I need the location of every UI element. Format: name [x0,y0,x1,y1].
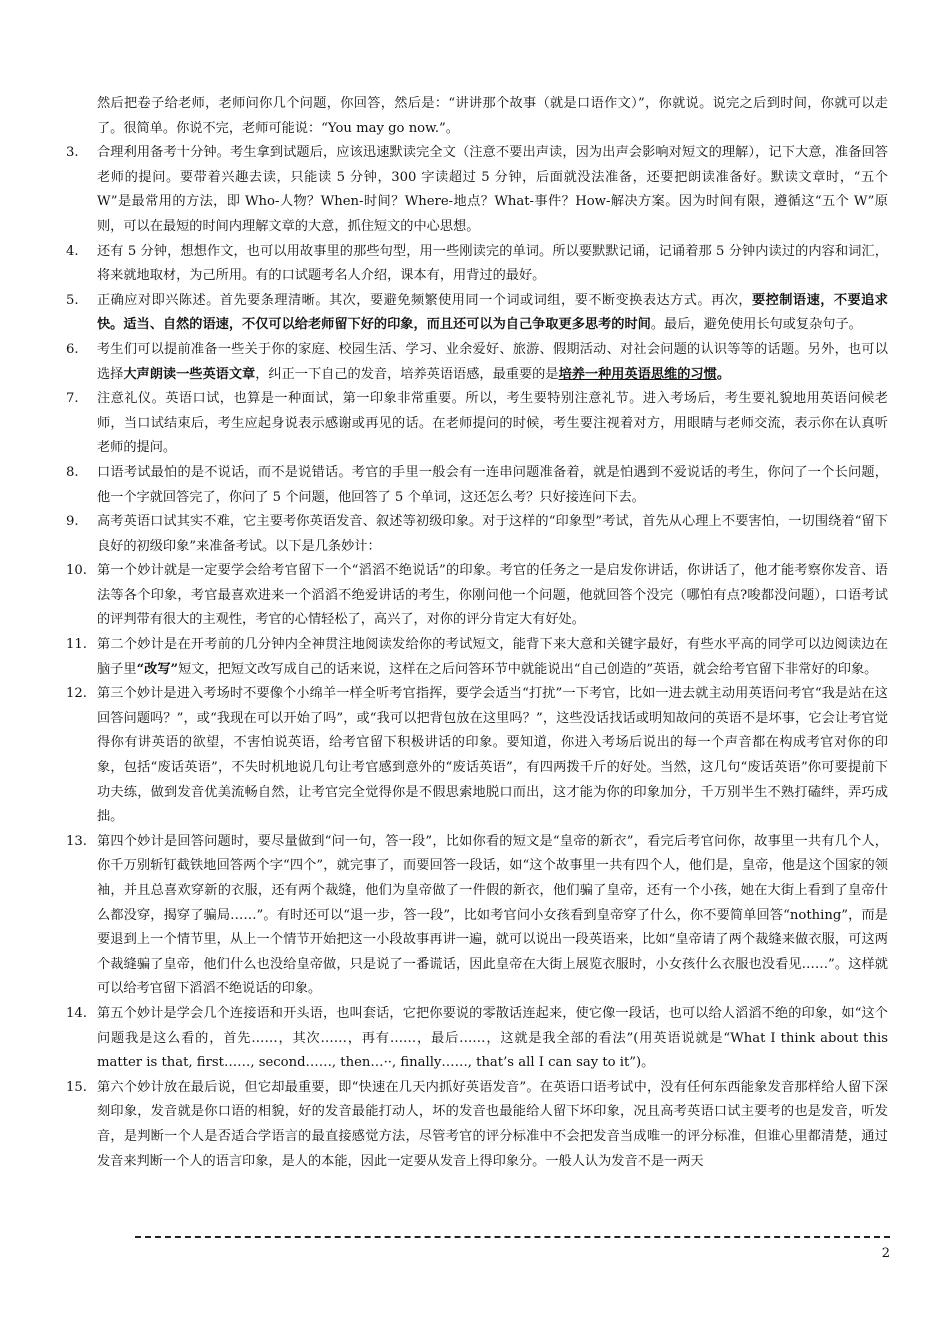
text-segment: 。最后，避免使用长句或复杂句子。 [650,317,862,333]
text-segment: 第六个妙计放在最后说，但它却最重要，即“快速在几天内抓好英语发音”。在英语口语考试中，没有任何东西能象发音那样给人留下深刻印象，发音就是你口语的相貌，好的发音最能打动人，坏的发音也最能给人留下坏印象，况且高考英语口试主要考的也是发音，听发音，是判断一个人是否适合学语言的最直接感觉方法，尽管考官的评分标准中不会把发音当成唯一的评分标准，但谁心里都清楚，通过发音来判断一个人的语言印象，是人的本能，因此一定要从发音上得印象分。一般人认为发音不是一两天 [97,1079,888,1169]
list-item-number: 8. [66,464,79,480]
list-item-number: 15. [66,1079,87,1095]
list-item [66,682,888,830]
list-item-number: 7. [66,391,79,407]
list-item [66,830,888,1002]
text-segment: 注意礼仪。英语口试，也算是一种面试，第一印象非常重要。所以，考生要特别注意礼节。进入考场后，考生要礼貌地用英语问候老师，当口试结束后，考生应起身说表示感谢或再见的话。在老师提问的时候，考生要注视着对方，用眼睛与老师交流，表示你在认真听老师的提问。 [97,391,888,456]
list-item [66,1076,888,1174]
text-segment: ，纠正一下自己的发音，培养英语语感，最重要的是 [255,366,559,382]
emphasized-text: 培养一种用英语思维的习惯 [558,366,717,382]
emphasized-text: “改写” [136,661,179,677]
text-segment: 短文，把短文改写成自己的话来说，这样在之后问答环节中就能说出“自己创造的”英语，就会给考官留下非常好的印象。 [178,661,878,677]
list-item-text [97,387,888,461]
list-item-number: 10. [66,563,87,579]
list-item-number: 6. [66,341,79,357]
emphasized-text: 。 [716,366,730,382]
list-item-number: 12. [66,686,87,702]
list-item [66,289,888,338]
text-segment: 第五个妙计是学会几个连接语和开头语，也叫套话，它把你要说的零散话连起来，使它像一段话，也可以给人滔滔不绝的印象，如“这个问题我是这么看的，首先……，其次……，再有……，最后……，这就是我全部的看法”(用英语说就是“What I think about this matter is that, first……, second……, then…··, finally……, that’s all I can say to it”)。 [97,1005,888,1071]
text-segment: 高考英语口试其实不难，它主要考你英语发音、叙述等初级印象。对于这样的“印象型”考试，首先从心理上不要害怕，一切围绕着“留下良好的初级印象”来准备考试。以下是几条妙计： [97,514,888,554]
text-segment: 第一个妙计就是一定要学会给考官留下一个“滔滔不绝说话”的印象。考官的任务之一是启发你讲话，你讲话了，他才能考察你发音、语法等各个印象，考官最喜欢进来一个滔滔不绝爱讲话的考生，你刚问他一个问题，他就回答个没完（哪怕有点?唆都没问题），口语考试的评判带有很大的主观性，考官的心情轻松了，高兴了，对你的评分肯定大有好处。 [97,563,888,628]
list-item [66,1002,888,1076]
list-item-number: 3. [66,145,79,161]
text-segment: 第四个妙计是回答问题时，要尽量做到“问一句，答一段”，比如你看的短文是“皇帝的新衣”，看完后考官问你，故事里一共有几个人，你千万别斩钉截铁地回答两个字“四个”，就完事了，而要回答一段话，如“这个故事里一共有四个人，他们是，皇帝，他是这个国家的领袖，并且总喜欢穿新的衣服，还有两个裁缝，他们为皇帝做了一件假的新衣，他们骗了皇帝，还有一个小孩，她在大街上看到了皇帝什么都没穿，揭穿了骗局……”。有时还可以“退一步，答一段”，比如考官问小女孩看到皇帝穿了什么，你不要简单回答“nothing”，而是要退到上一个情节里，从上一个情节开始把这一小段故事再讲一遍，就可以说出一段英语来，比如“皇帝请了两个裁缝来做衣服，可这两个裁缝骗了皇帝，他们什么也没给皇帝做，只是说了一番谎话，因此皇帝在大街上展览衣服时，小女孩什么衣服也没看见……”。这样就可以给考官留下滔滔不绝说话的印象。 [97,833,888,997]
list-item-number: 13. [66,833,87,849]
list-item-number: 11. [66,637,87,653]
list-item-number: 4. [66,243,79,259]
list-item-text [97,240,888,289]
text-segment: 口语考试最怕的是不说话，而不是说错话。考官的手里一般会有一连串问题准备着，就是怕遇到不爱说话的考生，你问了一个长问题，他一个字就回答完了，你问了 5 个问题，他回答了 5 个单词，这还怎么考？只好接连问下去。 [97,464,888,505]
list-item [66,387,888,461]
list-item [66,338,888,387]
list-item-text [97,461,888,510]
list-item [66,559,888,633]
list-item [66,92,888,141]
list-item-text [97,559,888,633]
list-item-number: 5. [66,292,79,308]
text-segment: 第二个妙计是在开考前的几分钟内全神贯注地阅读发给你的考试短文，能背下来大意和关键字最好，有些水平高的同学可以边阅读边在脑子里 [97,637,888,677]
list-item-text [97,510,888,559]
list-item-text [97,830,888,1002]
list-item-text [97,338,888,387]
list-item [66,240,888,289]
list-item-number: 9. [66,514,79,530]
list-item [66,510,888,559]
document-body [66,92,888,1174]
text-segment: 正确应对即兴陈述。首先要条理清晰。其次，要避免频繁使用同一个词或词组，要不断变换表达方式。再次， [97,292,752,308]
text-segment: 还有 5 分钟，想想作文，也可以用故事里的那些句型，用一些刚读完的单词。所以要默默记诵，记诵着那 5 分钟内读过的内容和词汇，将来就地取材，为己所用。有的口试题考名人介绍，课本有，用背过的最好。 [97,243,888,284]
list-item-text [97,633,888,682]
text-segment: 考生们可以提前准备一些关于你的家庭、校园生活、学习、业余爱好、旅游、假期活动、对社会问题的认识等等的话题。另外，也可以选择 [97,341,888,382]
list-item [66,461,888,510]
list-item-text [97,1002,888,1076]
emphasized-text: 要控制语速，不要追求快。适当、自然的语速，不仅可以给老师留下好的印象，而且还可以为自己争取更多思考的时间 [97,292,888,333]
footer-divider [135,1236,890,1238]
list-item [66,141,888,239]
list-item-text [97,289,888,338]
list-item-text [97,682,888,830]
list-item [66,633,888,682]
list-item-number: 14. [66,1005,87,1021]
list-item-text [97,92,888,141]
text-segment: 然后把卷子给老师，老师问你几个问题，你回答，然后是：“讲讲那个故事（就是口语作文）”，你就说。说完之后到时间，你就可以走了。很简单。你说不完，老师可能说：“You may go now.”。 [97,96,888,136]
list-item-text [97,141,888,239]
list-item-text [97,1076,888,1174]
emphasized-text: 大声朗读一些英语文章 [123,366,256,382]
page-number: 2 [881,1246,890,1261]
text-segment: 合理利用备考十分钟。考生拿到试题后，应该迅速默读完全文（注意不要出声读，因为出声会影响对短文的理解），记下大意，准备回答老师的提问。要带着兴趣去读，只能读 5 分钟，300 字读超过 5 分钟，后面就没法准备，还要把朗读准备好。默读文章时，“五个 W”是最常用的方法，即 Who-人物？When-时间？Where-地点？What-事件？How-解决方案。因为时间有限，遵循这“五个 W”原则，可以在最短的时间内理解文章的大意，抓住短文的中心思想。 [97,145,888,234]
text-segment: 第三个妙计是进入考场时不要像个小绵羊一样全听考官指挥，要学会适当“打扰”一下考官，比如一进去就主动用英语问考官“我是站在这回答问题吗？”，或“我现在可以开始了吗”，或“我可以把背包放在这里吗？”，这些没话找话或明知故问的英语不是坏事，它会让考官觉得你有讲英语的欲望，不害怕说英语，给考官留下积极讲话的印象。要知道，你进入考场后说出的每一个声音都在构成考官对你的印象，包括“废话英语”，不失时机地说几句让考官感到意外的“废话英语”，有四两拨千斤的好处。当然，这几句“废话英语”你可要提前下功夫练，做到发音优美流畅自然，让考官完全觉得你是不假思索地脱口而出，这才能为你的印象加分，千万别半生不熟打磕绊，弄巧成拙。 [97,686,888,825]
